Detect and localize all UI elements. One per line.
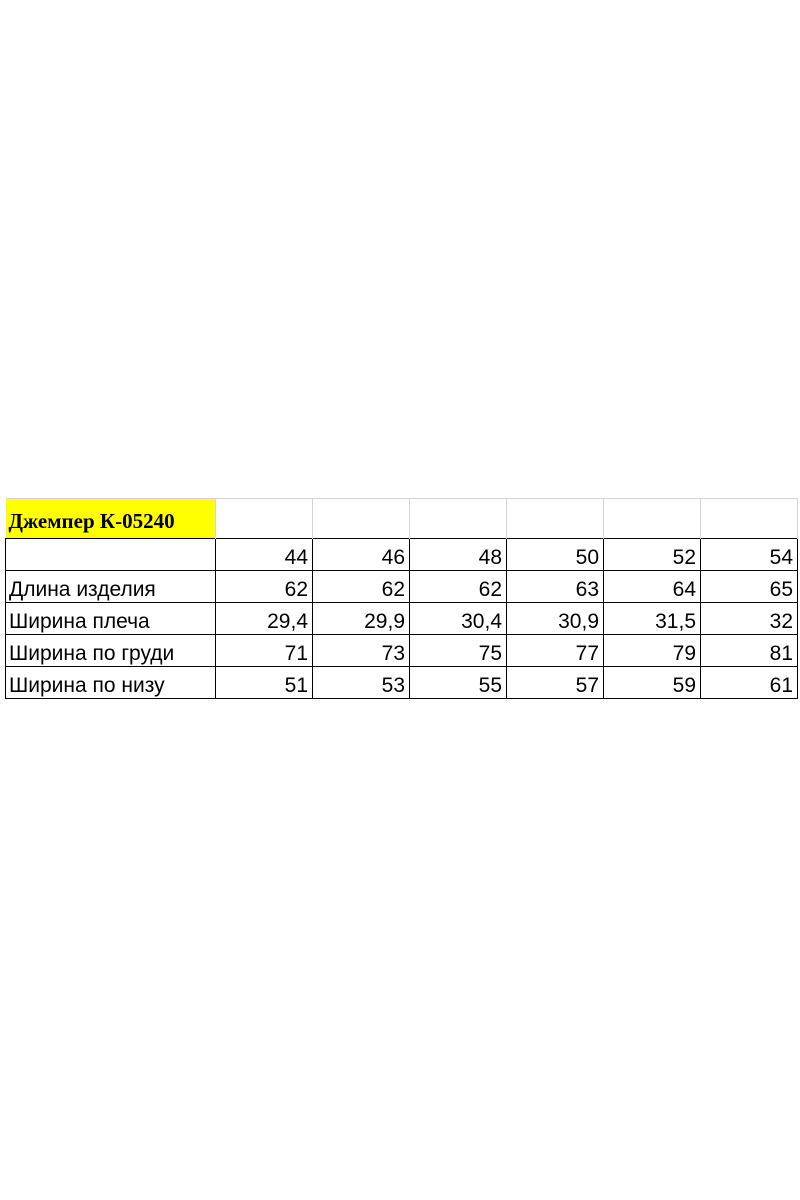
value-cell[interactable]: 29,4 [216, 603, 313, 635]
empty-cell[interactable] [604, 499, 701, 539]
value-cell[interactable]: 30,9 [507, 603, 604, 635]
value-cell[interactable]: 65 [701, 571, 798, 603]
row-label[interactable]: Ширина по низу [6, 667, 216, 699]
value-cell[interactable]: 62 [216, 571, 313, 603]
value-cell[interactable]: 29,9 [313, 603, 410, 635]
row-label[interactable]: Длина изделия [6, 571, 216, 603]
size-header-cell[interactable]: 54 [701, 539, 798, 571]
corner-cell[interactable] [6, 539, 216, 571]
value-cell[interactable]: 53 [313, 667, 410, 699]
table-row [6, 571, 798, 603]
value-cell[interactable]: 62 [313, 571, 410, 603]
size-table [5, 498, 798, 699]
value-cell[interactable]: 31,5 [604, 603, 701, 635]
size-chart-sheet [5, 498, 797, 699]
size-header-cell[interactable]: 50 [507, 539, 604, 571]
title-row [6, 499, 798, 539]
value-cell[interactable]: 61 [701, 667, 798, 699]
value-cell[interactable]: 63 [507, 571, 604, 603]
size-header-row [6, 539, 798, 571]
empty-cell[interactable] [701, 499, 798, 539]
value-cell[interactable]: 55 [410, 667, 507, 699]
value-cell[interactable]: 57 [507, 667, 604, 699]
value-cell[interactable]: 75 [410, 635, 507, 667]
value-cell[interactable]: 59 [604, 667, 701, 699]
value-cell[interactable]: 79 [604, 635, 701, 667]
row-label[interactable]: Ширина по груди [6, 635, 216, 667]
table-row [6, 667, 798, 699]
value-cell[interactable]: 51 [216, 667, 313, 699]
size-header-cell[interactable]: 52 [604, 539, 701, 571]
row-label[interactable]: Ширина плеча [6, 603, 216, 635]
product-title[interactable]: Джемпер К-05240 [6, 499, 216, 539]
value-cell[interactable]: 64 [604, 571, 701, 603]
value-cell[interactable]: 62 [410, 571, 507, 603]
table-row [6, 603, 798, 635]
value-cell[interactable]: 30,4 [410, 603, 507, 635]
value-cell[interactable]: 81 [701, 635, 798, 667]
value-cell[interactable]: 71 [216, 635, 313, 667]
table-row [6, 635, 798, 667]
value-cell[interactable]: 77 [507, 635, 604, 667]
size-header-cell[interactable]: 48 [410, 539, 507, 571]
empty-cell[interactable] [216, 499, 313, 539]
empty-cell[interactable] [507, 499, 604, 539]
value-cell[interactable]: 32 [701, 603, 798, 635]
size-header-cell[interactable]: 46 [313, 539, 410, 571]
empty-cell[interactable] [313, 499, 410, 539]
value-cell[interactable]: 73 [313, 635, 410, 667]
empty-cell[interactable] [410, 499, 507, 539]
size-header-cell[interactable]: 44 [216, 539, 313, 571]
